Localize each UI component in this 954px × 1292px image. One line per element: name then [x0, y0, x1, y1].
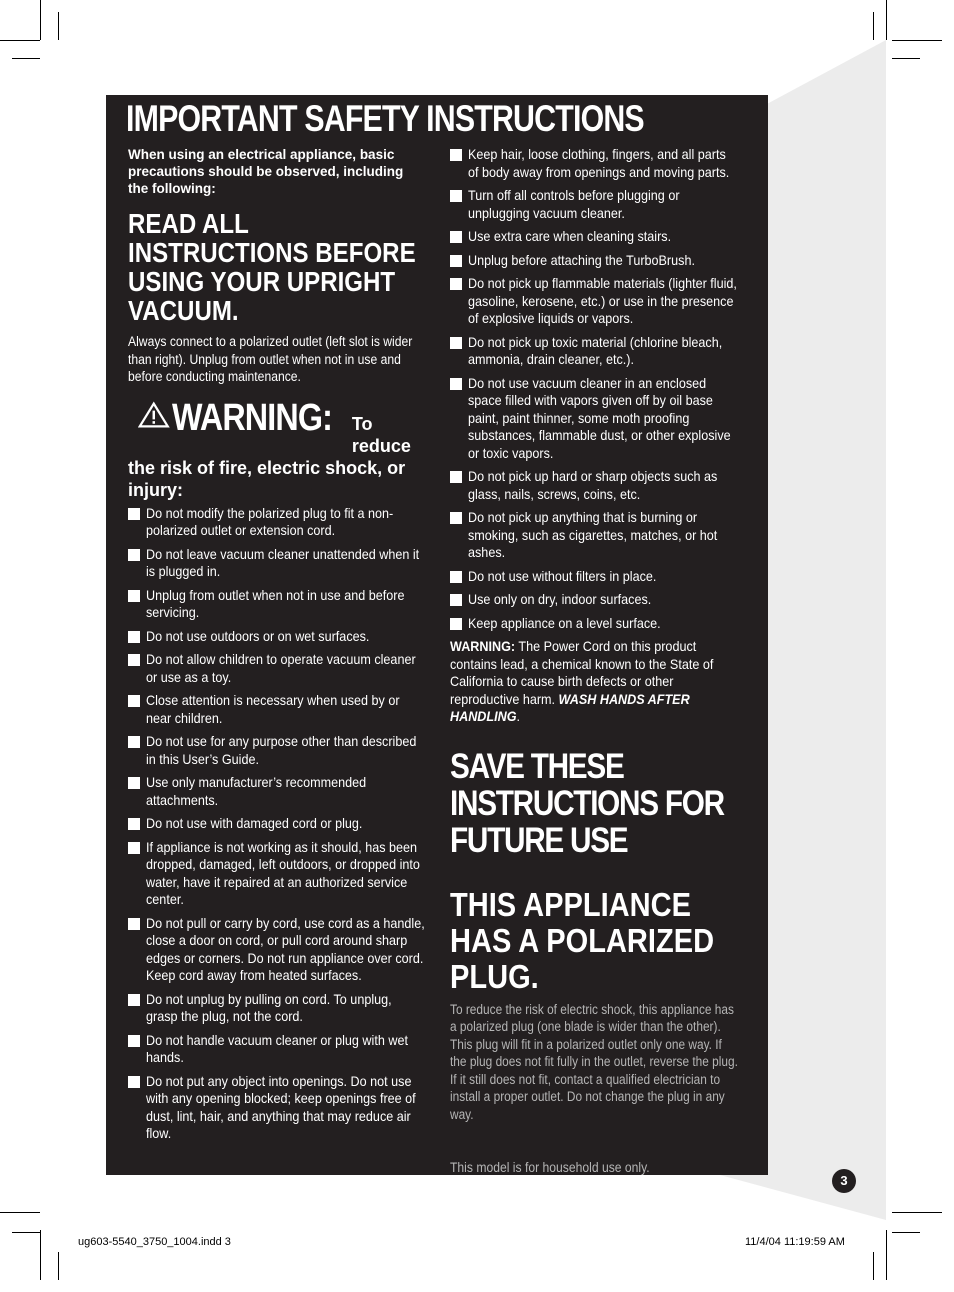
right-safety-item: [450, 468, 750, 503]
crop-mark: [892, 40, 942, 41]
bullet-square-icon: [450, 571, 462, 583]
left-safety-item-text: Do not use with damaged cord or plug.: [146, 815, 363, 831]
bullet-square-icon: [128, 590, 140, 602]
left-safety-item: [128, 692, 426, 727]
left-safety-item: [128, 546, 426, 581]
left-safety-item-text: Do not use for any purpose other than described in this User’s Guide.: [146, 733, 417, 767]
lead-warning-emphasis: WASH HANDS AFTER HANDLING: [450, 690, 690, 724]
save-instructions-heading: SAVE THESE INSTRUCTIONS FOR FUTURE USE: [450, 746, 724, 860]
bullet-square-icon: [450, 149, 462, 161]
left-column: [128, 146, 426, 1149]
crop-mark: [58, 12, 59, 40]
right-safety-item: [450, 334, 750, 369]
left-safety-item-text: Do not unplug by pulling on cord. To unplug, grasp the plug, not the cord.: [146, 990, 392, 1024]
lead-warning-end: .: [516, 708, 521, 724]
left-safety-item-text: Do not handle vacuum cleaner or plug with wet hands.: [146, 1031, 408, 1065]
crop-mark: [12, 1232, 40, 1233]
right-safety-item: [450, 252, 750, 270]
right-safety-item-text: Do not use vacuum cleaner in an enclosed space filled with vapors given off by oil base paint, paint thinner, some moth proofing substances, flammable dust, or other explosive or toxic vapors.: [468, 374, 731, 461]
bullet-square-icon: [128, 818, 140, 830]
lead-warning-text: The Power Cord on this product contains lead, a chemical known to the State of California to cause birth defects or other reproductive harm.: [450, 638, 714, 707]
lead-warning: [450, 638, 720, 726]
crop-mark: [892, 1232, 920, 1233]
crop-mark: [0, 1212, 40, 1213]
crop-mark: [873, 12, 874, 40]
left-safety-item-text: Do not pull or carry by cord, use cord as a handle, close a door on cord, or pull cord around sharp edges or corners. Do not run appliance over cord. Keep cord away from heated surfaces.: [146, 914, 425, 983]
right-safety-item-text: Use extra care when cleaning stairs.: [468, 228, 672, 244]
left-safety-item: [128, 1032, 426, 1067]
polarized-outlet-note: Always connect to a polarized outlet (left slot is wider than right). Unplug from outlet when not in use and before conducting maintenance.: [128, 334, 413, 384]
intro-text: When using an electrical appliance, basic precautions should be observed, including the following:: [128, 147, 404, 196]
left-safety-item: [128, 733, 426, 768]
bullet-square-icon: [128, 654, 140, 666]
right-safety-item-text: Do not pick up hard or sharp objects such as glass, nails, screws, coins, etc.: [468, 468, 718, 502]
left-safety-item-text: If appliance is not working as it should, has been dropped, damaged, left outdoors, or dropped into water, have it repaired at an authorized service center.: [146, 838, 420, 907]
warning-label: WARNING:: [171, 396, 332, 439]
bullet-square-icon: [450, 471, 462, 483]
right-safety-item: [450, 228, 750, 246]
left-safety-item: [128, 991, 426, 1026]
left-safety-item: [128, 651, 426, 686]
left-safety-item-text: Do not allow children to operate vacuum cleaner or use as a toy.: [146, 651, 416, 685]
left-safety-item-text: Do not leave vacuum cleaner unattended when it is plugged in.: [146, 545, 420, 579]
crop-mark: [58, 1252, 59, 1280]
crop-mark: [892, 58, 920, 59]
polarized-plug-text: To reduce the risk of electric shock, this appliance has a polarized plug (one blade is wider than the other). This plug will fit in a polarized outlet only one way. If the plug does not fit fully in the outlet, reverse the plug. If it still does not fit, contact a qualified electrician to install a proper outlet. Do not change the plug in any way.: [450, 1001, 738, 1122]
crop-mark: [40, 1230, 41, 1280]
right-safety-item: [450, 509, 750, 562]
bullet-square-icon: [450, 337, 462, 349]
lead-warning-label: WARNING:: [450, 638, 516, 654]
bullet-square-icon: [128, 508, 140, 520]
footer-filename: ug603-5540_3750_1004.indd 3: [78, 1236, 231, 1248]
crop-mark: [873, 1252, 874, 1280]
right-safety-item-text: Use only on dry, indoor surfaces.: [468, 591, 652, 607]
household-use-note: This model is for household use only.: [450, 1160, 650, 1175]
read-instructions-heading: READ ALL INSTRUCTIONS BEFORE USING YOUR UPRIGHT VACUUM.: [128, 208, 416, 326]
left-safety-item: [128, 587, 426, 622]
left-safety-item: [128, 915, 426, 985]
left-safety-item-text: Close attention is necessary when used by or near children.: [146, 692, 400, 726]
bullet-square-icon: [128, 994, 140, 1006]
right-safety-list: [450, 146, 750, 632]
left-safety-item-text: Use only manufacturer’s recommended attachments.: [146, 774, 367, 808]
bullet-square-icon: [450, 190, 462, 202]
left-safety-item-text: Unplug from outlet when not in use and before servicing.: [146, 586, 405, 620]
bullet-square-icon: [128, 777, 140, 789]
bullet-square-icon: [128, 1035, 140, 1047]
left-safety-item-text: Do not use outdoors or on wet surfaces.: [146, 627, 370, 644]
bullet-square-icon: [128, 736, 140, 748]
bullet-square-icon: [450, 231, 462, 243]
right-safety-item-text: Do not pick up flammable materials (lighter fluid, gasoline, kerosene, etc.) or use in the presence of explosive liquids or vapors.: [468, 275, 737, 326]
right-safety-item: [450, 615, 750, 633]
bullet-square-icon: [450, 512, 462, 524]
crop-mark: [40, 0, 41, 40]
right-safety-item: [450, 187, 750, 222]
bullet-square-icon: [128, 695, 140, 707]
right-safety-item: [450, 275, 750, 328]
right-safety-item-text: Keep appliance on a level surface.: [468, 614, 661, 631]
bullet-square-icon: [450, 618, 462, 630]
bullet-square-icon: [128, 1076, 140, 1088]
bullet-square-icon: [450, 594, 462, 606]
warning-rest: the risk of fire, electric shock, or injury:: [128, 457, 406, 500]
right-safety-item: [450, 568, 750, 586]
right-safety-item-text: Unplug before attaching the TurboBrush.: [468, 251, 695, 268]
right-safety-item-text: Do not use without filters in place.: [468, 567, 657, 584]
left-safety-item: [128, 774, 426, 809]
left-safety-item: [128, 505, 426, 540]
right-safety-item: [450, 146, 750, 181]
crop-mark: [0, 40, 40, 41]
left-safety-item: [128, 1073, 426, 1143]
left-safety-list: [128, 505, 426, 1143]
warning-triangle-icon: [138, 400, 170, 430]
right-safety-item-text: Keep hair, loose clothing, fingers, and all parts of body away from openings and moving parts.: [468, 146, 730, 180]
right-safety-item-text: Do not pick up anything that is burning or smoking, such as cigarettes, matches, or hot ashes.: [468, 509, 718, 560]
bullet-square-icon: [450, 278, 462, 290]
right-safety-item-text: Do not pick up toxic material (chlorine bleach, ammonia, drain cleaner, etc.).: [468, 333, 723, 367]
page-number-badge: 3: [832, 1169, 856, 1193]
left-safety-item: [128, 839, 426, 909]
bullet-square-icon: [450, 255, 462, 267]
left-safety-item-text: Do not modify the polarized plug to fit a non-polarized outlet or extension cord.: [146, 504, 394, 538]
polarized-plug-heading: THIS APPLIANCE HAS A POLARIZED PLUG.: [450, 885, 715, 995]
right-safety-item-text: Turn off all controls before plugging or unplugging vacuum cleaner.: [468, 187, 680, 221]
crop-mark: [892, 1212, 942, 1213]
bullet-square-icon: [128, 918, 140, 930]
left-safety-item-text: Do not put any object into openings. Do not use with any opening blocked; keep openings free of dust, lint, hair, and anything that may reduce air flow.: [146, 1072, 416, 1141]
footer-timestamp: 11/4/04 11:19:59 AM: [745, 1236, 845, 1248]
bullet-square-icon: [450, 378, 462, 390]
right-safety-item: [450, 375, 750, 463]
crop-mark: [12, 58, 40, 59]
crop-mark: [886, 0, 887, 40]
page-title: IMPORTANT SAFETY INSTRUCTIONS: [126, 98, 644, 139]
warning-subtext: To reduce: [351, 413, 411, 456]
right-column: [450, 146, 750, 1176]
left-safety-item: [128, 628, 426, 646]
bullet-square-icon: [128, 842, 140, 854]
right-safety-item: [450, 591, 750, 609]
bullet-square-icon: [128, 631, 140, 643]
warning-heading: [128, 398, 426, 501]
bullet-square-icon: [128, 549, 140, 561]
crop-mark: [886, 1230, 887, 1280]
left-safety-item: [128, 815, 426, 833]
